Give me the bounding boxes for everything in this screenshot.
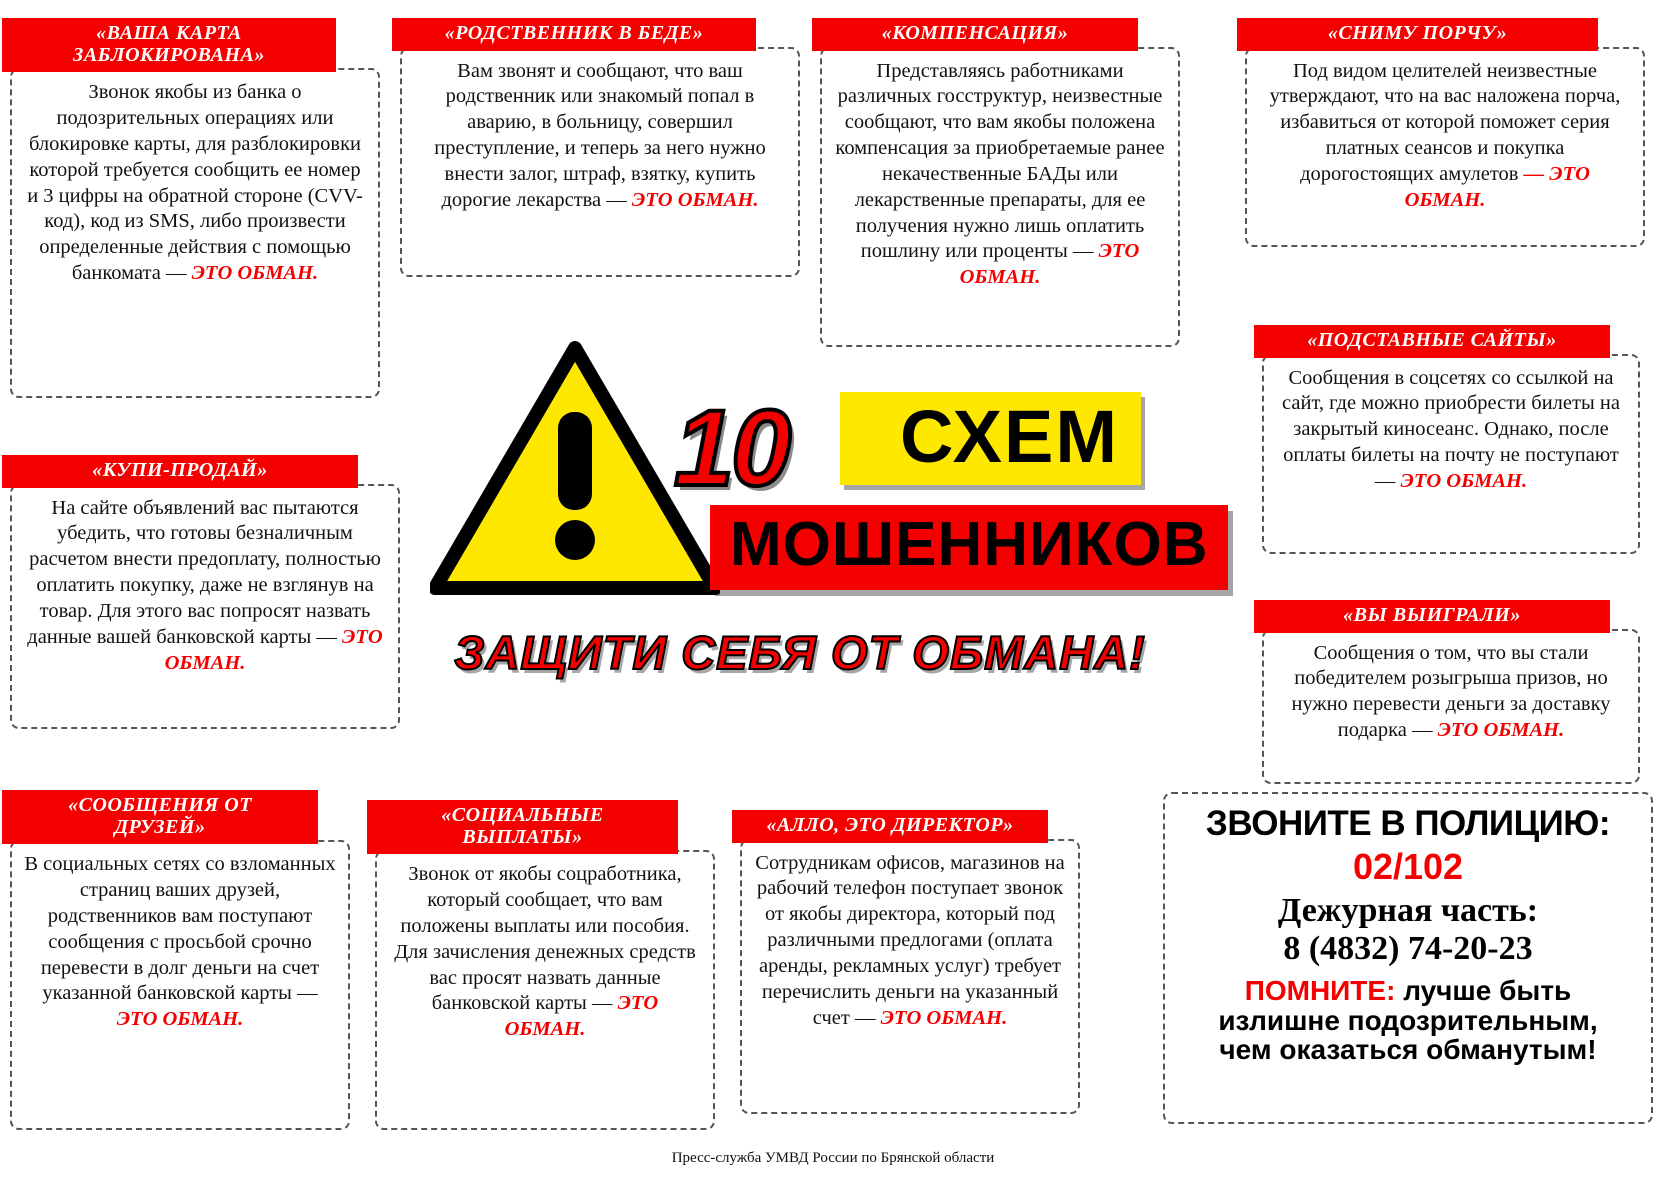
card-buy-sell	[10, 455, 400, 729]
card-social-payments	[375, 800, 715, 1130]
card-remove-curse-title: «СНИМУ ПОРЧУ»	[1327, 22, 1508, 44]
card-blocked-card-title: «ВАША КАРТА ЗАБЛОКИРОВАНА»	[73, 22, 265, 66]
card-social-payments-accent: ЭТО ОБМАН.	[504, 992, 659, 1041]
headline-fraudsters: МОШЕННИКОВ	[710, 505, 1228, 590]
card-social-payments-title: «СОЦИАЛЬНЫЕ ВЫПЛАТЫ»	[441, 804, 604, 848]
card-relative-in-trouble-ribbon	[408, 18, 756, 51]
card-social-payments-body	[375, 850, 715, 1130]
card-hello-director	[740, 810, 1080, 1114]
card-messages-from-friends-title: «СООБЩЕНИЯ ОТ ДРУЗЕЙ»	[68, 794, 252, 838]
card-remove-curse-body	[1245, 47, 1645, 247]
card-compensation-title: «КОМПЕНСАЦИЯ»	[881, 22, 1069, 44]
remember-label: ПОМНИТЕ:	[1244, 975, 1396, 1006]
card-remove-curse-ribbon	[1253, 18, 1598, 51]
remember-line-2: излишне подозрительным,	[1218, 1004, 1598, 1036]
card-messages-from-friends-body	[10, 840, 350, 1130]
card-you-won	[1262, 600, 1647, 784]
call-police-label: ЗВОНИТЕ В ПОЛИЦИЮ:	[1205, 804, 1611, 843]
card-relative-in-trouble-text: Вам звонят и сообщают, что ваш родственник или знакомый попал в аварию, в больницу, совершил преступление, и теперь за него нужно внести залог, штраф, взятку, купить дорогие лекарства —	[434, 59, 766, 211]
card-compensation-ribbon	[828, 18, 1138, 51]
card-fake-sites-text: Сообщения в соцсетях со ссылкой на сайт, где можно приобрести билеты на закрытый киносеанс. Однако, после оплаты билеты на почту не поступают —	[1282, 366, 1620, 492]
card-messages-from-friends	[10, 790, 350, 1130]
card-compensation	[820, 18, 1170, 347]
duty-unit-phone: 8 (4832) 74-20-23	[1283, 930, 1533, 967]
card-blocked-card-ribbon	[18, 18, 336, 72]
card-relative-in-trouble	[400, 18, 800, 277]
card-you-won-accent: ЭТО ОБМАН.	[1437, 719, 1565, 742]
card-relative-in-trouble-title: «РОДСТВЕННИК В БЕДЕ»	[444, 22, 704, 44]
card-you-won-text: Сообщения о том, что вы стали победителем розыгрыша призов, но нужно перевести деньги за доставку подарка —	[1291, 641, 1611, 742]
card-fake-sites-body	[1262, 354, 1640, 554]
card-blocked-card-text: Звонок якобы из банка о подозрительных операциях или блокировке карты, для разблокировки которой требуется сообщить ее номер и 3 цифры на обратной стороне (CVV-код), код из SMS, либо произвести определенные действия с помощью банкомата —	[27, 81, 363, 284]
card-hello-director-title: «АЛЛО, ЭТО ДИРЕКТОР»	[766, 814, 1014, 836]
card-buy-sell-text: На сайте объявлений вас пытаются убедить, что готовы безналичным расчетом внести предоплату, полностью оплатить покупку, даже не взглянув на товар. Для этого вас попросят назвать данные вашей банковской карты —	[27, 496, 381, 648]
card-fake-sites	[1262, 325, 1647, 554]
card-relative-in-trouble-body	[400, 47, 800, 277]
card-messages-from-friends-text: В социальных сетях со взломанных страниц ваших друзей, родственников вам поступают сообщения с просьбой срочно перевести в долг деньги на счет указанной банковской карты —	[24, 853, 336, 1005]
duty-unit-label: Дежурная часть:	[1277, 892, 1539, 929]
card-you-won-body	[1262, 629, 1640, 784]
card-blocked-card-body	[10, 68, 380, 398]
card-fake-sites-accent: ЭТО ОБМАН.	[1400, 469, 1528, 492]
remember-line-1: лучше быть	[1403, 975, 1572, 1006]
card-compensation-text: Представляясь работниками различных госструктур, неизвестные сообщают, что вам якобы положена компенсация за приобретаемые ранее некачественные БАДы или лекарственные препараты, для ее получения нужно лишь оплатить пошлину или проценты —	[835, 59, 1165, 263]
footer-credit: Пресс-служба УМВД России по Брянской области	[671, 1150, 995, 1166]
card-you-won-ribbon	[1270, 600, 1610, 633]
remember-note	[1173, 976, 1643, 1065]
card-blocked-card	[10, 18, 380, 398]
card-hello-director-accent: ЭТО ОБМАН.	[880, 1006, 1008, 1029]
card-hello-director-body	[740, 839, 1080, 1114]
card-you-won-title: «ВЫ ВЫИГРАЛИ»	[1343, 604, 1521, 626]
card-buy-sell-accent: ЭТО ОБМАН.	[164, 625, 383, 674]
card-remove-curse-accent: — ЭТО ОБМАН.	[1404, 162, 1590, 211]
card-buy-sell-ribbon	[18, 455, 358, 488]
remember-line-3: чем оказаться обманутым!	[1219, 1034, 1597, 1066]
card-remove-curse	[1245, 18, 1645, 247]
card-messages-from-friends-accent: ЭТО ОБМАН.	[116, 1008, 244, 1031]
card-compensation-body	[820, 47, 1180, 347]
center-artwork	[420, 330, 1209, 690]
card-remove-curse-text: Под видом целителей неизвестные утверждают, что на вас наложена порча, избавиться от которой поможет серия платных сеансов и покупка дорогостоящих амулетов	[1269, 59, 1621, 185]
headline-schemes: СХЕМ	[840, 392, 1141, 485]
card-social-payments-text: Звонок от якобы соцработника, который сообщает, что вам положены выплаты или пособия. Для зачисления денежных средств вас просят назвать данные банковской карты —	[394, 863, 696, 1015]
police-contact-block	[1163, 792, 1653, 1124]
card-hello-director-ribbon	[748, 810, 1048, 843]
police-phone-short: 02/102	[1352, 846, 1464, 887]
headline-number: 10	[674, 387, 789, 508]
card-fake-sites-ribbon	[1270, 325, 1610, 358]
card-relative-in-trouble-accent: ЭТО ОБМАН.	[631, 188, 759, 211]
card-messages-from-friends-ribbon	[18, 790, 318, 844]
card-fake-sites-title: «ПОДСТАВНЫЕ САЙТЫ»	[1307, 329, 1557, 351]
card-hello-director-text: Сотрудникам офисов, магазинов на рабочий телефон поступает звонок от якобы директора, который под различными предлогами (оплата аренды, рекламных услуг) требует перечислить деньги на указанный счет —	[755, 851, 1065, 1029]
card-buy-sell-title: «КУПИ-ПРОДАЙ»	[92, 459, 268, 481]
card-social-payments-ribbon	[383, 800, 678, 854]
card-buy-sell-body	[10, 484, 400, 729]
headline-tagline: ЗАЩИТИ СЕБЯ ОТ ОБМАНА!	[454, 626, 1146, 679]
card-blocked-card-accent: ЭТО ОБМАН.	[191, 261, 319, 284]
card-compensation-accent: ЭТО ОБМАН.	[959, 240, 1140, 289]
